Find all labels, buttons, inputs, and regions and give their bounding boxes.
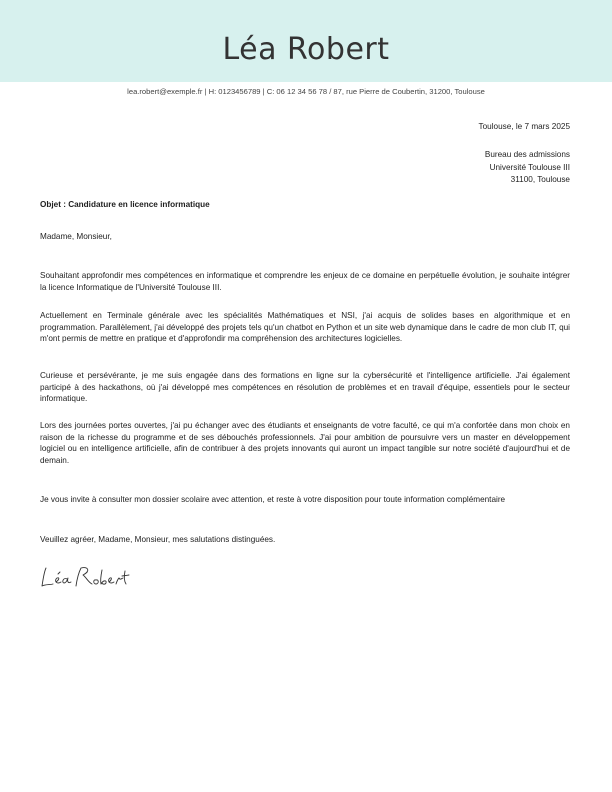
letter-salutation: Madame, Monsieur, xyxy=(40,232,112,241)
body-paragraph: Souhaitant approfondir mes compétences en informatique et comprendre les enjeux de ce domaine en perpétuelle évolution, je souhaite intégrer la licence Informatique de l'Université Toulouse III. xyxy=(40,271,570,292)
recipient-line: Université Toulouse III xyxy=(489,162,570,172)
letter-date: Toulouse, le 7 mars 2025 xyxy=(478,122,570,131)
handwritten-signature xyxy=(40,562,130,597)
contact-line: lea.robert@exemple.fr | H: 0123456789 | C: 06 12 34 56 78 / 87, rue Pierre de Coubertin, 31200, Toulouse xyxy=(127,87,485,96)
closing-formula: Veuillez agréer, Madame, Monsieur, mes salutations distinguées. xyxy=(40,535,276,544)
letter-subject: Objet : Candidature en licence informatique xyxy=(40,200,210,209)
recipient-block xyxy=(485,149,570,187)
recipient-line: 31100, Toulouse xyxy=(510,175,570,184)
sender-name: Léa Robert xyxy=(222,32,390,67)
body-paragraph: Actuellement en Terminale générale avec les spécialités Mathématiques et NSI, j'ai acquis de solides bases en algorithmique et en programmation. Parallèlement, j'ai développé des projets tels qu'un chatbot en Python et un site web dynamique dans le cadre de mon club IT, qui m'ont permis de mettre en pratique et d'approfondir ma compréhension des architectures logicielles. xyxy=(40,311,570,344)
recipient-line: Bureau des admissions xyxy=(484,150,570,159)
body-paragraph: Curieuse et persévérante, je me suis engagée dans des formations en ligne sur la cybersécurité et l'intelligence artificielle. J'ai également participé à des hackathons, où j'ai développé mes compétences en résolution de problèmes et en travail d'équipe, essentiels pour le secteur informatique. xyxy=(40,371,570,404)
body-paragraph: Je vous invite à consulter mon dossier scolaire avec attention, et reste à votre disposition pour toute information complémentaire xyxy=(40,495,506,504)
body-paragraph: Lors des journées portes ouvertes, j'ai pu échanger avec des étudiants et enseignants de votre faculté, ce qui m'a confortée dans mon choix en raison de la richesse du programme et de ses débouchés professionnels. J'ai pour ambition de poursuivre vers un master en développement logiciel ou en intelligence artificielle, afin de contribuer à des projets innovants qui auront un impact tangible sur notre société d'aujourd'hui et de demain. xyxy=(40,421,570,465)
